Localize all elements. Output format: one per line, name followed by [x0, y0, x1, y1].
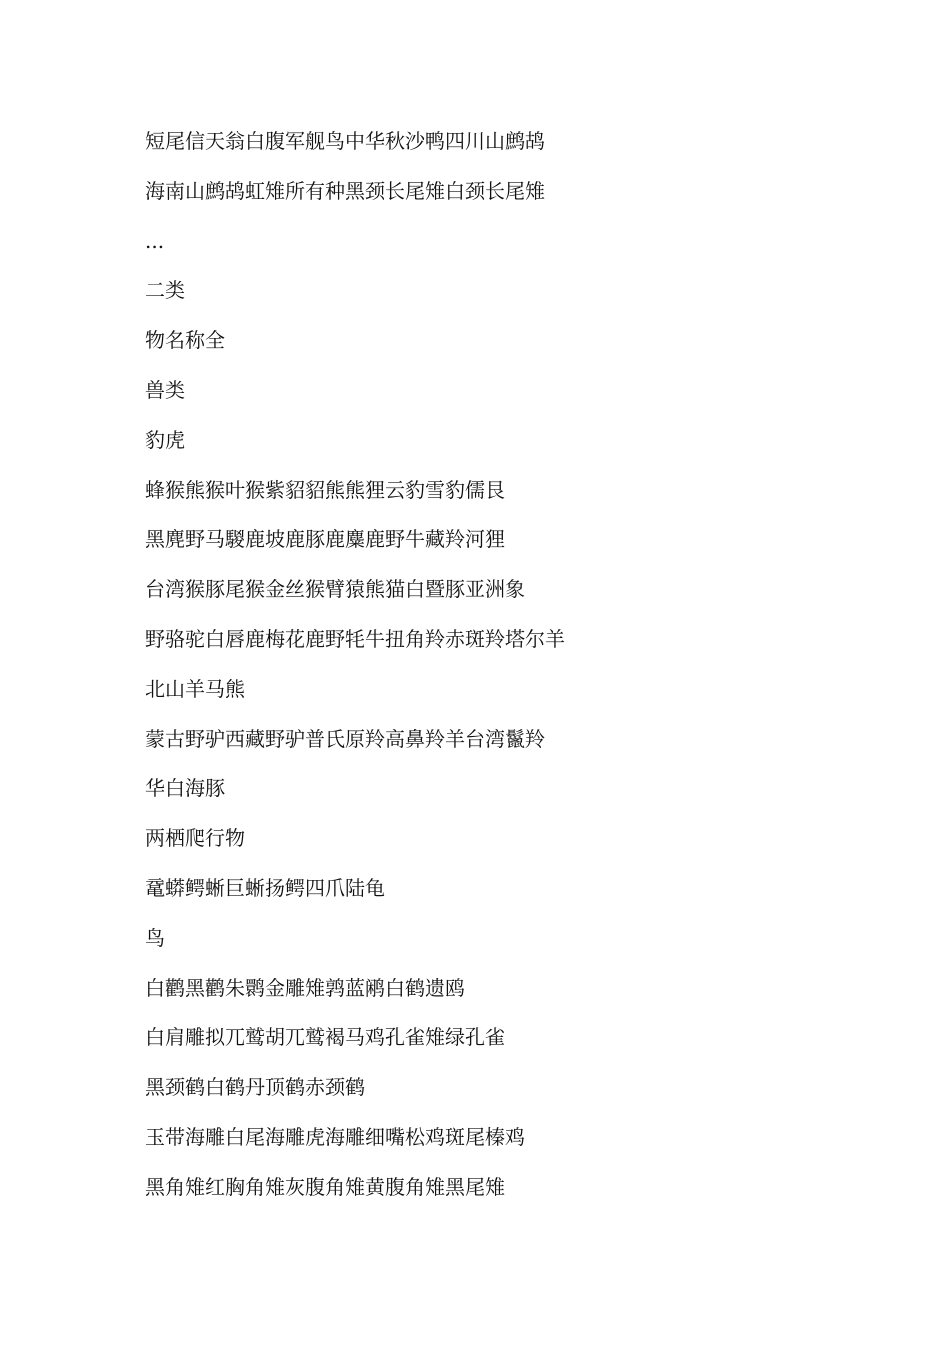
text-line: 野骆驼白唇鹿梅花鹿野牦牛扭角羚赤斑羚塔尔羊	[145, 626, 565, 651]
text-line: 华白海豚	[145, 776, 225, 801]
category-heading-birds: 鸟	[145, 925, 165, 950]
text-line: 白鹳黑鹳朱鹮金雕雉鹑蓝鹇白鹤遗鸥	[145, 975, 465, 1000]
text-line: 白肩雕拟兀鹫胡兀鹫褐马鸡孔雀雉绿孔雀	[145, 1025, 505, 1050]
document-page	[145, 125, 905, 1221]
category-heading-mammals: 兽类	[145, 377, 185, 402]
text-line: 物名称全	[145, 328, 225, 353]
text-line: 台湾猴豚尾猴金丝猴臂猿熊猫白暨豚亚洲象	[145, 577, 525, 602]
category-heading-amphibians-reptiles: 两栖爬行物	[145, 826, 245, 851]
text-line: 北山羊马熊	[145, 676, 245, 701]
text-line: 鼋蟒鳄蜥巨蜥扬鳄四爪陆龟	[145, 875, 385, 900]
ellipsis-line: ...	[145, 228, 165, 253]
text-line: 豹虎	[145, 427, 185, 452]
section-heading: 二类	[145, 278, 185, 303]
text-line: 黑麂野马騣鹿坡鹿豚鹿麋鹿野牛藏羚河狸	[145, 527, 505, 552]
text-line: 黑角雉红胸角雉灰腹角雉黄腹角雉黑尾雉	[145, 1174, 505, 1199]
text-line: 黑颈鹤白鹤丹顶鹤赤颈鹤	[145, 1075, 365, 1100]
text-line: 蒙古野驴西藏野驴普氏原羚高鼻羚羊台湾鬣羚	[145, 726, 545, 751]
text-line: 玉带海雕白尾海雕虎海雕细嘴松鸡斑尾榛鸡	[145, 1124, 525, 1149]
text-line: 海南山鹧鸪虹雉所有种黑颈长尾雉白颈长尾雉	[145, 178, 545, 203]
text-line: 蜂猴熊猴叶猴紫貂貂熊熊狸云豹雪豹儒艮	[145, 477, 505, 502]
text-line: 短尾信天翁白腹军舰鸟中华秋沙鸭四川山鹧鸪	[145, 129, 545, 153]
